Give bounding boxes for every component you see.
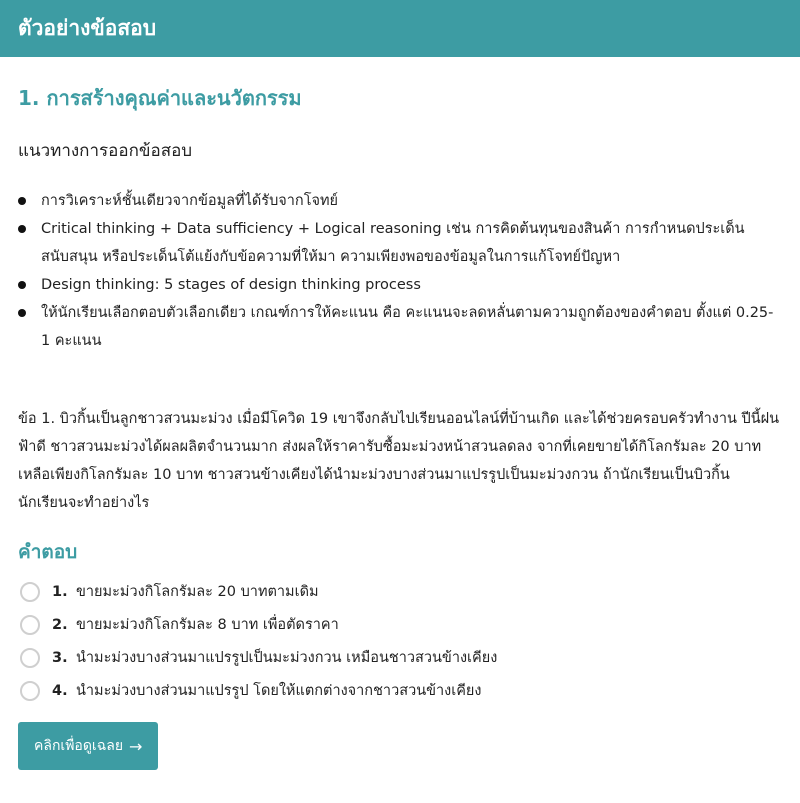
guidelines-heading: แนวทางการออกข้อสอบ [18,141,193,161]
option-number: 3. [52,649,68,666]
page-title: ตัวอย่างข้อสอบ [18,16,157,40]
bullet-icon [18,309,26,317]
guidelines-list [18,187,782,355]
radio-button[interactable] [20,648,40,668]
question-text: ข้อ 1. บิวกิ้นเป็นลูกชาวสวนมะม่วง เมื่อมีโควิด 19 เขาจึงกลับไปเรียนออนไลน์ที่บ้านเกิด และได้ช่วยครอบครัวทำงาน ปีนี้ฝนฟ้าดี ชาวสวนมะม่วงได้ผลผลิตจำนวนมาก ส่งผลให้ราคารับซื้อมะม่วงหน้าสวนลดลง จากที่เคยขายได้กิโลกรัมละ 20 บาท เหลือเพียงกิโลกรัมละ 10 บาท ชาวสวนข้างเคียงได้นำมะม่วงบางส่วนมาแปรรูปเป็นมะม่วงกวน ถ้านักเรียนเป็นบิวกิ้น นักเรียนจะทำอย่างไร [18,411,780,511]
option-label: ขายมะม่วงกิโลกรัมละ 20 บาทตามเดิม [76,584,319,600]
header-bar [0,0,800,57]
arrow-right-icon: → [129,736,143,756]
option-label: นำมะม่วงบางส่วนมาแปรรูป โดยให้แตกต่างจากชาวสวนข้างเคียง [76,683,482,699]
guideline-item [18,271,782,299]
answer-option-1[interactable] [18,575,782,608]
guideline-item [18,215,782,271]
answer-heading: คำตอบ [18,541,78,563]
main-content [0,83,800,770]
bullet-icon [18,225,26,233]
guideline-item [18,299,782,355]
option-number: 2. [52,616,68,633]
radio-button[interactable] [20,615,40,635]
reveal-answer-label: คลิกเพื่อดูเฉลย [34,738,124,754]
guideline-text: Critical thinking + Data sufficiency + Logical reasoning เช่น การคิดต้นทุนของสินค้า การกำหนดประเด็นสนับสนุน หรือประเด็นโต้แย้งกับข้อความที่ให้มา ความเพียงพอของข้อมูลในการแก้โจทย์ปัญหา [41,221,745,265]
option-label: นำมะม่วงบางส่วนมาแปรรูปเป็นมะม่วงกวน เหมือนชาวสวนข้างเคียง [76,650,498,666]
guideline-item [18,187,782,215]
guideline-text: ให้นักเรียนเลือกตอบตัวเลือกเดียว เกณฑ์การให้คะแนน คือ คะแนนจะลดหลั่นตามความถูกต้องของคำตอบ ตั้งแต่ 0.25-1 คะแนน [41,305,774,349]
radio-button[interactable] [20,582,40,602]
section-title: 1. การสร้างคุณค่าและนวัตกรรม [18,86,302,110]
guideline-text: การวิเคราะห์ชั้นเดียวจากข้อมูลที่ได้รับจากโจทย์ [41,193,339,209]
reveal-answer-button[interactable] [18,722,158,770]
answer-options [18,575,782,707]
guideline-text: Design thinking: 5 stages of design thinking process [41,277,421,293]
option-number: 4. [52,682,68,699]
answer-option-2[interactable] [18,608,782,641]
option-label: ขายมะม่วงกิโลกรัมละ 8 บาท เพื่อตัดราคา [76,617,339,633]
option-number: 1. [52,583,68,600]
bullet-icon [18,197,26,205]
radio-button[interactable] [20,681,40,701]
answer-option-4[interactable] [18,674,782,707]
bullet-icon [18,281,26,289]
answer-option-3[interactable] [18,641,782,674]
